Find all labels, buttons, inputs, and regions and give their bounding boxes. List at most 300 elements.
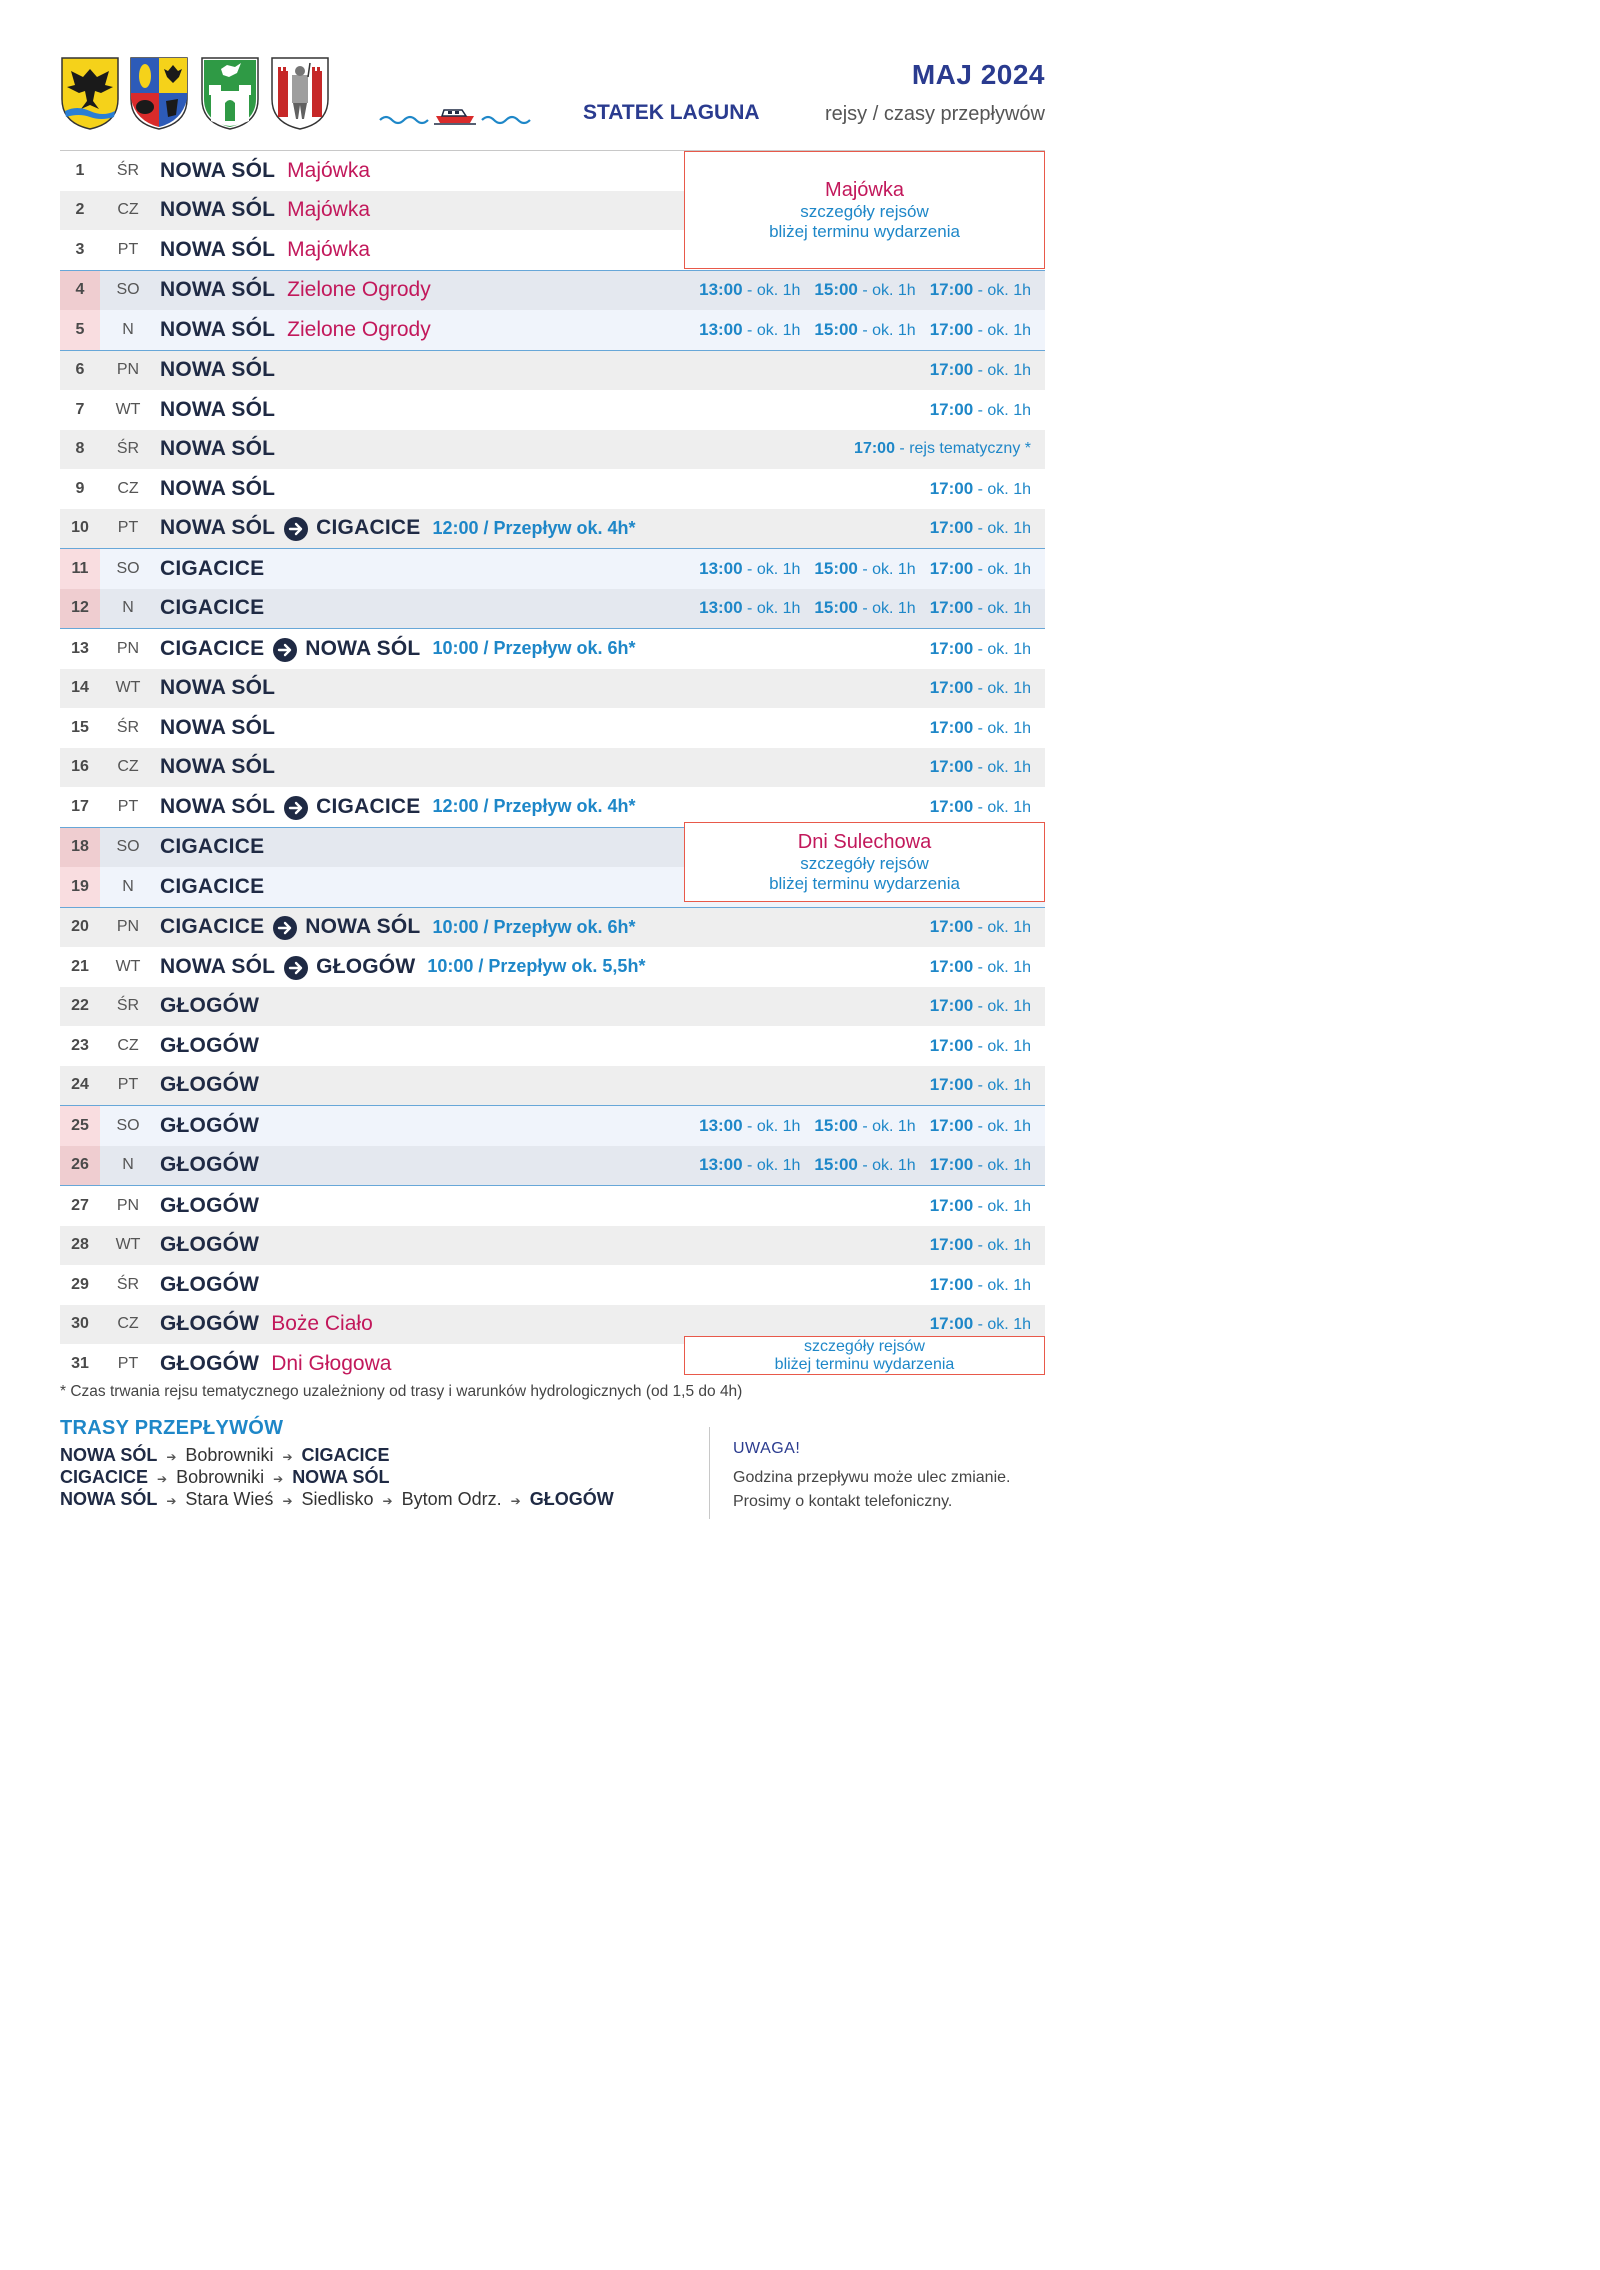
place-name: NOWA SÓL	[160, 794, 276, 818]
schedule-row	[60, 1265, 1045, 1305]
day-number: 21	[71, 957, 89, 975]
time-slot	[930, 1075, 1031, 1095]
day-of-week: N	[122, 599, 134, 617]
notice-title: UWAGA!	[733, 1440, 801, 1457]
day-of-week: SO	[116, 559, 140, 577]
route	[160, 787, 636, 827]
place-name: CIGACICE	[160, 556, 265, 580]
time-duration: - ok. 1h	[973, 640, 1031, 658]
place-name: CIGACICE	[160, 915, 265, 939]
arrow-right-icon: ➔	[510, 1494, 521, 1508]
day-number: 22	[71, 997, 89, 1015]
time-slot	[854, 440, 1031, 458]
day-number: 26	[60, 1146, 100, 1186]
place-name: NOWA SÓL	[305, 636, 421, 660]
time-duration: - ok. 1h	[857, 1157, 916, 1175]
time-value: 15:00	[814, 319, 858, 339]
day-of-week: WT	[115, 957, 141, 975]
time-duration: - ok. 1h	[973, 480, 1031, 498]
crest-quartered-icon	[128, 55, 190, 131]
day-number: 25	[60, 1106, 100, 1146]
schedule-row	[60, 270, 1045, 311]
schedule-table	[60, 150, 1045, 1384]
place-name: GŁOGÓW	[160, 1193, 260, 1217]
route	[160, 867, 264, 907]
time-value: 15:00	[814, 280, 858, 300]
schedule-row	[60, 469, 1045, 509]
day-of-week: N	[122, 877, 134, 895]
route	[160, 748, 275, 788]
schedule-row	[60, 390, 1045, 430]
day-of-week: ŚR	[116, 718, 140, 736]
event-box-line: szczegóły rejsów	[800, 201, 929, 221]
route	[160, 1066, 259, 1106]
event-name: Dni Głogowa	[271, 1351, 392, 1375]
day-of-week: CZ	[117, 758, 139, 776]
day-of-week: CZ	[117, 1036, 139, 1054]
time-value: 17:00	[929, 360, 974, 380]
event-name: Boże Ciało	[271, 1312, 373, 1336]
route	[160, 708, 275, 748]
route-stop: Bobrowniki	[176, 1467, 265, 1487]
route	[160, 1226, 259, 1266]
time-duration: - ok. 1h	[857, 600, 916, 618]
time-slot	[930, 957, 1031, 977]
footnote: * Czas trwania rejsu tematycznego uzależniony od trasy i warunków hydrologicznych (od 1,5 do 4h)	[60, 1383, 743, 1400]
day-of-week: N	[122, 1156, 134, 1174]
event-name: Majówka	[287, 198, 371, 222]
time-slot	[930, 1155, 1031, 1175]
place-name: CIGACICE	[160, 874, 265, 898]
day-number: 11	[60, 549, 100, 589]
schedule-row	[60, 310, 1045, 351]
place-name: NOWA SÓL	[160, 476, 276, 500]
day-of-week: PN	[116, 361, 140, 379]
time-slot	[930, 1116, 1031, 1136]
event-box-title: Majówka	[825, 178, 904, 201]
route	[160, 1265, 259, 1305]
arrow-right-icon	[273, 916, 297, 940]
route-stop: NOWA SÓL	[60, 1489, 158, 1509]
day-number: 16	[71, 758, 89, 776]
day-of-week: PT	[117, 1354, 139, 1372]
route	[160, 987, 259, 1027]
route-line	[60, 1489, 614, 1511]
place-name: NOWA SÓL	[160, 158, 276, 182]
route-line	[60, 1467, 614, 1489]
place-name: NOWA SÓL	[160, 237, 276, 261]
schedule-row	[60, 1026, 1045, 1066]
day-number: 29	[71, 1275, 89, 1293]
time-slot	[930, 718, 1031, 738]
place-name: GŁOGÓW	[160, 1153, 260, 1177]
time-duration: - ok. 1h	[973, 998, 1031, 1016]
cruise-times	[930, 669, 1031, 709]
time-slot	[930, 400, 1031, 420]
time-value: 17:00	[929, 319, 974, 339]
schedule-row	[60, 669, 1045, 709]
schedule-row	[60, 947, 1045, 987]
arrow-right-icon: ➔	[166, 1450, 177, 1464]
route	[160, 351, 275, 391]
transfer-info: 10:00 / Przepływ ok. 5,5h*	[427, 956, 646, 977]
time-value: 17:00	[929, 638, 974, 658]
cruise-times	[930, 908, 1031, 948]
route	[160, 310, 431, 350]
time-duration: - ok. 1h	[973, 680, 1031, 698]
day-number: 30	[71, 1315, 89, 1333]
event-box-title: Dni Sulechowa	[797, 830, 932, 853]
route	[160, 151, 370, 191]
time-value: 17:00	[929, 678, 974, 698]
time-slot	[814, 320, 915, 340]
place-name: NOWA SÓL	[305, 915, 421, 939]
event-name: Zielone Ogrody	[287, 278, 431, 302]
day-of-week: WT	[115, 1236, 141, 1254]
route-stop: Stara Wieś	[185, 1489, 274, 1509]
time-value: 17:00	[929, 1075, 974, 1095]
time-slot	[930, 1196, 1031, 1216]
time-value: 17:00	[929, 796, 974, 816]
time-slot	[814, 1116, 915, 1136]
time-value: 13:00	[699, 558, 743, 578]
arrow-right-icon	[273, 638, 297, 662]
cruise-times	[930, 708, 1031, 748]
place-name: GŁOGÓW	[160, 1312, 260, 1336]
boat-wave-icon	[378, 102, 532, 128]
time-duration: - ok. 1h	[742, 1117, 801, 1135]
route-list	[60, 1445, 614, 1511]
time-slot	[930, 1275, 1031, 1295]
day-of-week: SO	[116, 281, 140, 299]
time-value: 17:00	[929, 917, 974, 937]
day-number: 2	[75, 201, 85, 219]
time-value: 17:00	[929, 956, 974, 976]
route	[160, 1146, 259, 1186]
time-duration: - ok. 1h	[973, 798, 1031, 816]
time-duration: - ok. 1h	[973, 520, 1031, 538]
time-slot	[699, 559, 800, 579]
time-value: 17:00	[854, 440, 895, 458]
time-slot	[930, 639, 1031, 659]
cruise-times	[930, 1026, 1031, 1066]
day-of-week: PT	[117, 240, 139, 258]
time-duration: - ok. 1h	[973, 1276, 1031, 1294]
time-duration: - ok. 1h	[973, 600, 1031, 618]
cruise-times	[930, 509, 1031, 549]
route-stop: CIGACICE	[60, 1467, 149, 1487]
day-of-week: CZ	[117, 479, 139, 497]
route	[160, 1305, 373, 1345]
time-duration: - ok. 1h	[857, 560, 916, 578]
time-slot	[930, 797, 1031, 817]
place-name: NOWA SÓL	[160, 278, 276, 302]
time-duration: - ok. 1h	[973, 919, 1031, 937]
arrow-right-icon: ➔	[282, 1494, 293, 1508]
time-duration: - ok. 1h	[973, 401, 1031, 419]
event-box-line: bliżej terminu wydarzenia	[769, 221, 960, 241]
crest-eagle-icon	[59, 55, 121, 131]
routes-title: TRASY PRZEPŁYWÓW	[60, 1417, 284, 1439]
event-box-majowka	[684, 151, 1045, 269]
ship-name: STATEK LAGUNA	[583, 101, 760, 124]
event-box-line: szczegóły rejsów	[800, 853, 929, 873]
time-value: 17:00	[929, 996, 974, 1016]
time-slot	[930, 280, 1031, 300]
event-name: Majówka	[287, 237, 371, 261]
time-value: 15:00	[814, 558, 858, 578]
time-value: 15:00	[814, 1155, 858, 1175]
time-slot	[930, 559, 1031, 579]
day-of-week: WT	[115, 400, 141, 418]
place-name: CIGACICE	[160, 636, 265, 660]
day-number: 6	[75, 361, 85, 379]
time-slot	[930, 479, 1031, 499]
day-of-week: ŚR	[116, 440, 140, 458]
divider	[709, 1427, 710, 1519]
place-name: NOWA SÓL	[160, 715, 276, 739]
event-box-dni-sulechowa	[684, 822, 1045, 902]
route	[160, 589, 264, 629]
schedule-row	[60, 548, 1045, 589]
time-value: 17:00	[929, 558, 974, 578]
time-slot	[930, 360, 1031, 380]
place-name: NOWA SÓL	[160, 198, 276, 222]
day-number: 20	[71, 918, 89, 936]
route	[160, 669, 275, 709]
cruise-times	[699, 589, 1031, 629]
time-duration: - ok. 1h	[857, 282, 916, 300]
place-name: NOWA SÓL	[160, 676, 276, 700]
place-name: GŁOGÓW	[160, 1073, 260, 1097]
time-duration: - ok. 1h	[973, 282, 1031, 300]
cruise-times	[699, 1146, 1031, 1186]
schedule-row	[60, 509, 1045, 549]
route	[160, 629, 636, 669]
crest-castle-icon	[199, 55, 261, 131]
time-duration: - ok. 1h	[973, 560, 1031, 578]
transfer-info: 10:00 / Przepływ ok. 6h*	[432, 916, 636, 937]
arrow-right-icon: ➔	[382, 1494, 393, 1508]
cruise-times	[930, 1186, 1031, 1226]
cruise-times	[930, 1226, 1031, 1266]
place-name: NOWA SÓL	[160, 358, 276, 382]
schedule-row	[60, 1066, 1045, 1106]
time-slot	[814, 559, 915, 579]
day-number: 1	[75, 161, 85, 179]
route-line	[60, 1445, 614, 1467]
time-duration: - ok. 1h	[857, 1117, 916, 1135]
day-of-week: ŚR	[116, 1275, 140, 1293]
time-value: 17:00	[929, 518, 974, 538]
schedule-row	[60, 787, 1045, 827]
cruise-times	[930, 1265, 1031, 1305]
time-slot	[930, 518, 1031, 538]
time-slot	[699, 1116, 800, 1136]
time-duration: - ok. 1h	[742, 282, 801, 300]
cruise-times	[930, 748, 1031, 788]
event-box-line: bliżej terminu wydarzenia	[774, 1355, 955, 1373]
time-duration: - ok. 1h	[742, 560, 801, 578]
day-of-week: PN	[116, 918, 140, 936]
time-slot	[930, 1036, 1031, 1056]
time-slot	[699, 320, 800, 340]
arrow-right-icon: ➔	[157, 1472, 168, 1486]
route	[160, 191, 370, 231]
place-name: NOWA SÓL	[160, 954, 276, 978]
day-number: 4	[60, 271, 100, 311]
cruise-times	[930, 351, 1031, 391]
arrow-right-icon: ➔	[166, 1494, 177, 1508]
time-duration: - ok. 1h	[742, 1157, 801, 1175]
route	[160, 1106, 259, 1146]
time-duration: - ok. 1h	[973, 759, 1031, 777]
cruise-times	[930, 987, 1031, 1027]
crest-knight-icon	[269, 55, 331, 131]
day-number: 9	[75, 479, 85, 497]
day-number: 28	[71, 1236, 89, 1254]
schedule-row	[60, 748, 1045, 788]
time-slot	[814, 280, 915, 300]
time-value: 13:00	[699, 1155, 743, 1175]
place-name: NOWA SÓL	[160, 437, 276, 461]
notice	[733, 1440, 1010, 1514]
place-name: NOWA SÓL	[160, 397, 276, 421]
time-value: 13:00	[699, 598, 743, 618]
route-stop: Siedlisko	[301, 1489, 374, 1509]
place-name: NOWA SÓL	[160, 516, 276, 540]
cruise-times	[699, 271, 1031, 311]
route-stop: CIGACICE	[301, 1445, 390, 1465]
cruise-times	[930, 629, 1031, 669]
day-number: 18	[60, 828, 100, 868]
time-value: 17:00	[929, 1314, 974, 1334]
event-name: Zielone Ogrody	[287, 317, 431, 341]
schedule-row	[60, 589, 1045, 630]
place-name: CIGACICE	[316, 794, 421, 818]
route	[160, 1186, 259, 1226]
place-name: GŁOGÓW	[316, 954, 416, 978]
time-duration: - ok. 1h	[973, 321, 1031, 339]
page-subtitle: rejsy / czasy przepływów	[824, 103, 1045, 125]
day-number: 24	[71, 1076, 89, 1094]
place-name: GŁOGÓW	[160, 1233, 260, 1257]
time-duration: - ok. 1h	[973, 362, 1031, 380]
place-name: NOWA SÓL	[160, 755, 276, 779]
day-of-week: CZ	[117, 1315, 139, 1333]
day-of-week: PN	[116, 1196, 140, 1214]
route	[160, 430, 275, 470]
event-name: Majówka	[287, 158, 371, 182]
day-number: 27	[71, 1196, 89, 1214]
day-number: 3	[75, 240, 85, 258]
transfer-info: 12:00 / Przepływ ok. 4h*	[432, 517, 636, 538]
time-value: 17:00	[929, 1035, 974, 1055]
route	[160, 230, 370, 270]
time-duration: - ok. 1h	[973, 1316, 1031, 1334]
schedule-row	[60, 1105, 1045, 1146]
route	[160, 390, 275, 430]
cruise-times	[854, 430, 1031, 470]
page-title: MAJ 2024	[911, 59, 1045, 90]
day-number: 10	[71, 519, 89, 537]
time-value: 17:00	[929, 280, 974, 300]
time-duration: - ok. 1h	[973, 1197, 1031, 1215]
route	[160, 549, 264, 589]
route	[160, 908, 636, 948]
day-of-week: ŚR	[116, 997, 140, 1015]
time-duration: - ok. 1h	[857, 321, 916, 339]
event-box-dni-glogowa	[684, 1336, 1045, 1375]
schedule-row	[60, 1226, 1045, 1266]
route-stop: NOWA SÓL	[60, 1445, 158, 1465]
time-value: 17:00	[929, 757, 974, 777]
arrow-right-icon	[284, 796, 308, 820]
day-of-week: ŚR	[116, 161, 140, 179]
time-slot	[930, 1314, 1031, 1334]
route	[160, 271, 431, 311]
time-duration: - rejs tematyczny *	[894, 440, 1031, 458]
cruise-times	[930, 469, 1031, 509]
event-box-line: bliżej terminu wydarzenia	[769, 873, 960, 893]
time-slot	[930, 757, 1031, 777]
time-slot	[930, 996, 1031, 1016]
place-name: CIGACICE	[160, 596, 265, 620]
time-slot	[699, 280, 800, 300]
schedule-row	[60, 1186, 1045, 1226]
time-slot	[930, 917, 1031, 937]
time-slot	[699, 598, 800, 618]
place-name: CIGACICE	[160, 835, 265, 859]
place-name: NOWA SÓL	[160, 317, 276, 341]
day-number: 17	[71, 797, 89, 815]
time-duration: - ok. 1h	[742, 321, 801, 339]
time-value: 15:00	[814, 1115, 858, 1135]
day-of-week: SO	[116, 838, 140, 856]
time-value: 17:00	[929, 1195, 974, 1215]
time-value: 15:00	[814, 598, 858, 618]
schedule-row	[60, 430, 1045, 470]
time-slot	[930, 678, 1031, 698]
schedule-row	[60, 351, 1045, 391]
transfer-info: 10:00 / Przepływ ok. 6h*	[432, 638, 636, 659]
route	[160, 828, 264, 868]
cruise-times	[699, 1106, 1031, 1146]
schedule-row	[60, 1146, 1045, 1187]
time-duration: - ok. 1h	[973, 719, 1031, 737]
time-duration: - ok. 1h	[973, 1157, 1031, 1175]
time-value: 17:00	[929, 1235, 974, 1255]
schedule-row	[60, 908, 1045, 948]
route-stop: NOWA SÓL	[292, 1467, 390, 1487]
place-name: GŁOGÓW	[160, 994, 260, 1018]
route	[160, 1026, 259, 1066]
day-number: 5	[60, 310, 100, 350]
time-duration: - ok. 1h	[973, 958, 1031, 976]
time-duration: - ok. 1h	[973, 1037, 1031, 1055]
cruise-times	[699, 310, 1031, 350]
time-value: 13:00	[699, 319, 743, 339]
day-number: 19	[60, 867, 100, 907]
place-name: GŁOGÓW	[160, 1272, 260, 1296]
time-value: 17:00	[929, 598, 974, 618]
schedule-row	[60, 708, 1045, 748]
place-name: GŁOGÓW	[160, 1351, 260, 1375]
time-value: 17:00	[929, 1115, 974, 1135]
schedule-row	[60, 987, 1045, 1027]
day-number: 14	[71, 679, 89, 697]
cruise-times	[930, 947, 1031, 987]
